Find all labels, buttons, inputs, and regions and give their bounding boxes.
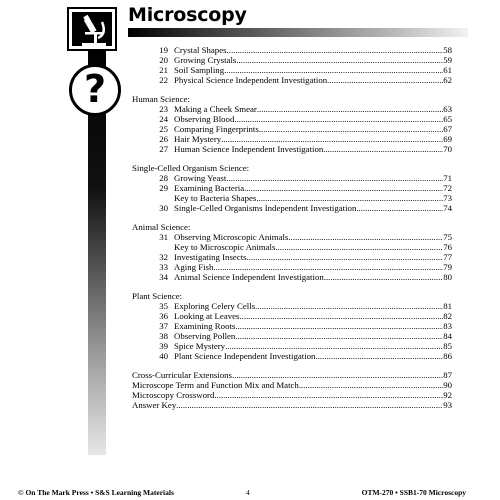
microscope-icon [74,14,114,48]
toc-entry-title: Crystal Shapes [174,45,227,55]
toc-leader-dots [232,370,443,380]
toc-leader-dots [236,55,443,65]
toc-entry [132,301,452,311]
toc-entry-page: 87 [443,370,452,380]
toc-entry-title: Growing Crystals [174,55,237,65]
toc-section-heading: Human Science: [132,94,190,104]
toc-entry-title: Cross-Curricular Extensions [132,370,232,380]
toc-leader-dots [244,183,443,193]
toc-entry-title-row [174,134,452,144]
toc-entry-page: 69 [443,134,452,144]
toc-leader-dots [235,321,443,331]
toc-entry-page: 58 [443,45,452,55]
toc-entry [132,331,452,341]
toc-entry-title-row [174,252,452,262]
toc-entry-title-row [174,351,452,361]
toc-entry [132,183,452,193]
toc-leader-dots [327,75,443,85]
toc-entry [132,341,452,351]
toc-entry-number: 29 [159,183,168,193]
toc-entry [132,232,452,242]
toc-entry-number: 24 [159,114,168,124]
toc-entry-title-row [174,193,452,203]
toc-entry-title-row [174,341,452,351]
toc-leader-dots [257,104,443,114]
toc-entry-number: 36 [159,311,168,321]
toc-entry-page: 93 [443,400,452,410]
toc-entry-title: Single-Celled Organisms Independent Investigation [174,203,357,213]
toc-extra-entry [132,380,452,390]
toc-entry-title-row [174,183,452,193]
toc-leader-dots [247,252,444,262]
footer-page-number: 4 [246,488,250,497]
toc-entry-page: 61 [443,65,452,75]
toc-entry [132,124,452,134]
table-of-contents [132,45,452,410]
toc-entry-title: Spice Mystery [174,341,226,351]
toc-entry [132,55,452,65]
toc-entry-title: Growing Yeast [174,173,227,183]
toc-section-heading: Animal Science: [132,222,191,232]
toc-entry-title: Observing Pollen [174,331,236,341]
toc-entry-number: 30 [159,203,168,213]
toc-entry-page: 67 [443,124,452,134]
toc-extra-entry [132,370,452,380]
toc-leader-dots [235,331,443,341]
toc-entry-title-row [174,55,452,65]
toc-entry-number: 33 [159,262,168,272]
toc-entry-title-row [174,321,452,331]
toc-entry-title-row [174,65,452,75]
toc-entry-number: 21 [159,65,168,75]
toc-entry-title: Examining Bacteria [174,183,245,193]
toc-extra-entry [132,400,452,410]
toc-leader-dots [288,232,443,242]
toc-entry-number: 25 [159,124,168,134]
toc-entry-title: Animal Science Independent Investigation [174,272,324,282]
toc-leader-dots [239,311,443,321]
toc-entry [132,134,452,144]
toc-entry-number: 38 [159,331,168,341]
toc-entry [132,351,452,361]
toc-entry-title: Exploring Celery Cells [174,301,256,311]
toc-entry-number: 34 [159,272,168,282]
footer-publisher: © On The Mark Press • S&S Learning Materials [18,488,174,497]
toc-entry-title: Key to Microscopic Animals [174,242,276,252]
toc-leader-dots [275,242,443,252]
toc-leader-dots [214,390,443,400]
toc-entry-title-row [174,301,452,311]
toc-entry [132,173,452,183]
toc-entry-page: 85 [443,341,452,351]
toc-leader-dots [226,173,443,183]
toc-entry-title-row [174,203,452,213]
toc-entry-title-row [174,272,452,282]
toc-entry [132,104,452,114]
toc-leader-dots [324,272,443,282]
question-mark-icon: ? [83,67,107,111]
toc-entry-page: 76 [443,242,452,252]
toc-entry [132,114,452,124]
toc-entry-page: 59 [443,55,452,65]
title-gradient-bar [128,28,468,37]
toc-entry-page: 71 [443,173,452,183]
toc-entry-page: 62 [443,75,452,85]
toc-entry-title-row [132,400,452,410]
toc-entry-title: Answer Key [132,400,177,410]
toc-leader-dots [234,114,443,124]
toc-entry-page: 79 [443,262,452,272]
toc-section-heading: Single-Celled Organism Science: [132,163,250,173]
toc-entry-page: 74 [443,203,452,213]
toc-section-heading: Plant Science: [132,291,183,301]
toc-entry-page: 75 [443,232,452,242]
toc-entry-number: 39 [159,341,168,351]
toc-entry-number: 28 [159,173,168,183]
question-sign [69,64,121,116]
toc-leader-dots [323,144,443,154]
toc-entry-title-row [174,114,452,124]
toc-entry-title-row [174,104,452,114]
toc-leader-dots [255,301,443,311]
toc-entry-title-row [174,311,452,321]
toc-entry-number: 19 [159,45,168,55]
toc-entry-title-row [174,262,452,272]
page-title: Microscopy [128,4,247,26]
microscope-sign [67,7,117,51]
toc-leader-dots [213,262,443,272]
toc-leader-dots [224,65,443,75]
toc-entry [132,45,452,55]
toc-entry-title: Key to Bacteria Shapes [174,193,257,203]
toc-entry-page: 65 [443,114,452,124]
toc-entry-title-row [174,75,452,85]
toc-entry-title: Examining Roots [174,321,236,331]
toc-entry-page: 92 [443,390,452,400]
toc-leader-dots [225,341,443,351]
toc-gap [132,361,452,370]
toc-entry-title: Investigating Insects [174,252,247,262]
toc-leader-dots [227,45,444,55]
toc-entry-title: Physical Science Independent Investigation [174,75,328,85]
toc-entry-page: 86 [443,351,452,361]
toc-entry-title: Comparing Fingerprints [174,124,259,134]
toc-entry-page: 83 [443,321,452,331]
toc-entry-title: Plant Science Independent Investigation [174,351,316,361]
toc-leader-dots [356,203,443,213]
toc-entry-title: Making a Cheek Smear [174,104,257,114]
toc-entry-number: 23 [159,104,168,114]
toc-leader-dots [299,380,443,390]
toc-entry-title-row [174,331,452,341]
toc-leader-dots [256,193,443,203]
toc-entry-title-row [132,380,452,390]
toc-entry-title: Looking at Leaves [174,311,240,321]
toc-entry-title-row [174,144,452,154]
toc-entry [132,193,452,203]
toc-entry [132,144,452,154]
toc-entry [132,65,452,75]
toc-entry [132,311,452,321]
toc-entry-title: Microscopy Crossword [132,390,215,400]
toc-entry-number: 20 [159,55,168,65]
toc-entry [132,75,452,85]
toc-entry-title: Observing Blood [174,114,235,124]
toc-entry-title: Microscope Term and Function Mix and Match [132,380,299,390]
toc-entry-title-row [174,242,452,252]
toc-entry-page: 80 [443,272,452,282]
toc-entry-number: 32 [159,252,168,262]
toc-entry [132,252,452,262]
toc-entry-page: 72 [443,183,452,193]
toc-leader-dots [176,400,443,410]
toc-entry [132,262,452,272]
toc-entry-number: 40 [159,351,168,361]
toc-entry-page: 82 [443,311,452,321]
toc-entry-title: Soil Sampling [174,65,225,75]
toc-leader-dots [259,124,443,134]
toc-entry-page: 81 [443,301,452,311]
toc-entry-page: 84 [443,331,452,341]
toc-entry-number: 31 [159,232,168,242]
toc-entry-page: 70 [443,144,452,154]
toc-entry-title: Human Science Independent Investigation [174,144,324,154]
toc-entry-number: 35 [159,301,168,311]
toc-entry-page: 77 [443,252,452,262]
toc-entry [132,321,452,331]
toc-entry-title-row [174,45,452,55]
toc-entry-title-row [174,232,452,242]
footer-series: OTM-270 • SSB1-70 Microscopy [361,488,466,497]
toc-leader-dots [221,134,443,144]
toc-entry-title-row [174,173,452,183]
toc-entry-page: 73 [443,193,452,203]
toc-entry-title: Observing Microscopic Animals [174,232,289,242]
toc-leader-dots [315,351,443,361]
toc-entry [132,242,452,252]
toc-entry-number: 37 [159,321,168,331]
toc-entry-title-row [132,370,452,380]
toc-entry [132,272,452,282]
toc-extra-entry [132,390,452,400]
toc-entry-title-row [132,390,452,400]
toc-entry-title-row [174,124,452,134]
toc-entry-number: 22 [159,75,168,85]
toc-entry-title: Hair Mystery [174,134,222,144]
toc-entry-page: 63 [443,104,452,114]
toc-entry-number: 27 [159,144,168,154]
toc-entry-title: Aging Fish [174,262,214,272]
toc-entry-number: 26 [159,134,168,144]
toc-entry [132,203,452,213]
toc-entry-page: 90 [443,380,452,390]
